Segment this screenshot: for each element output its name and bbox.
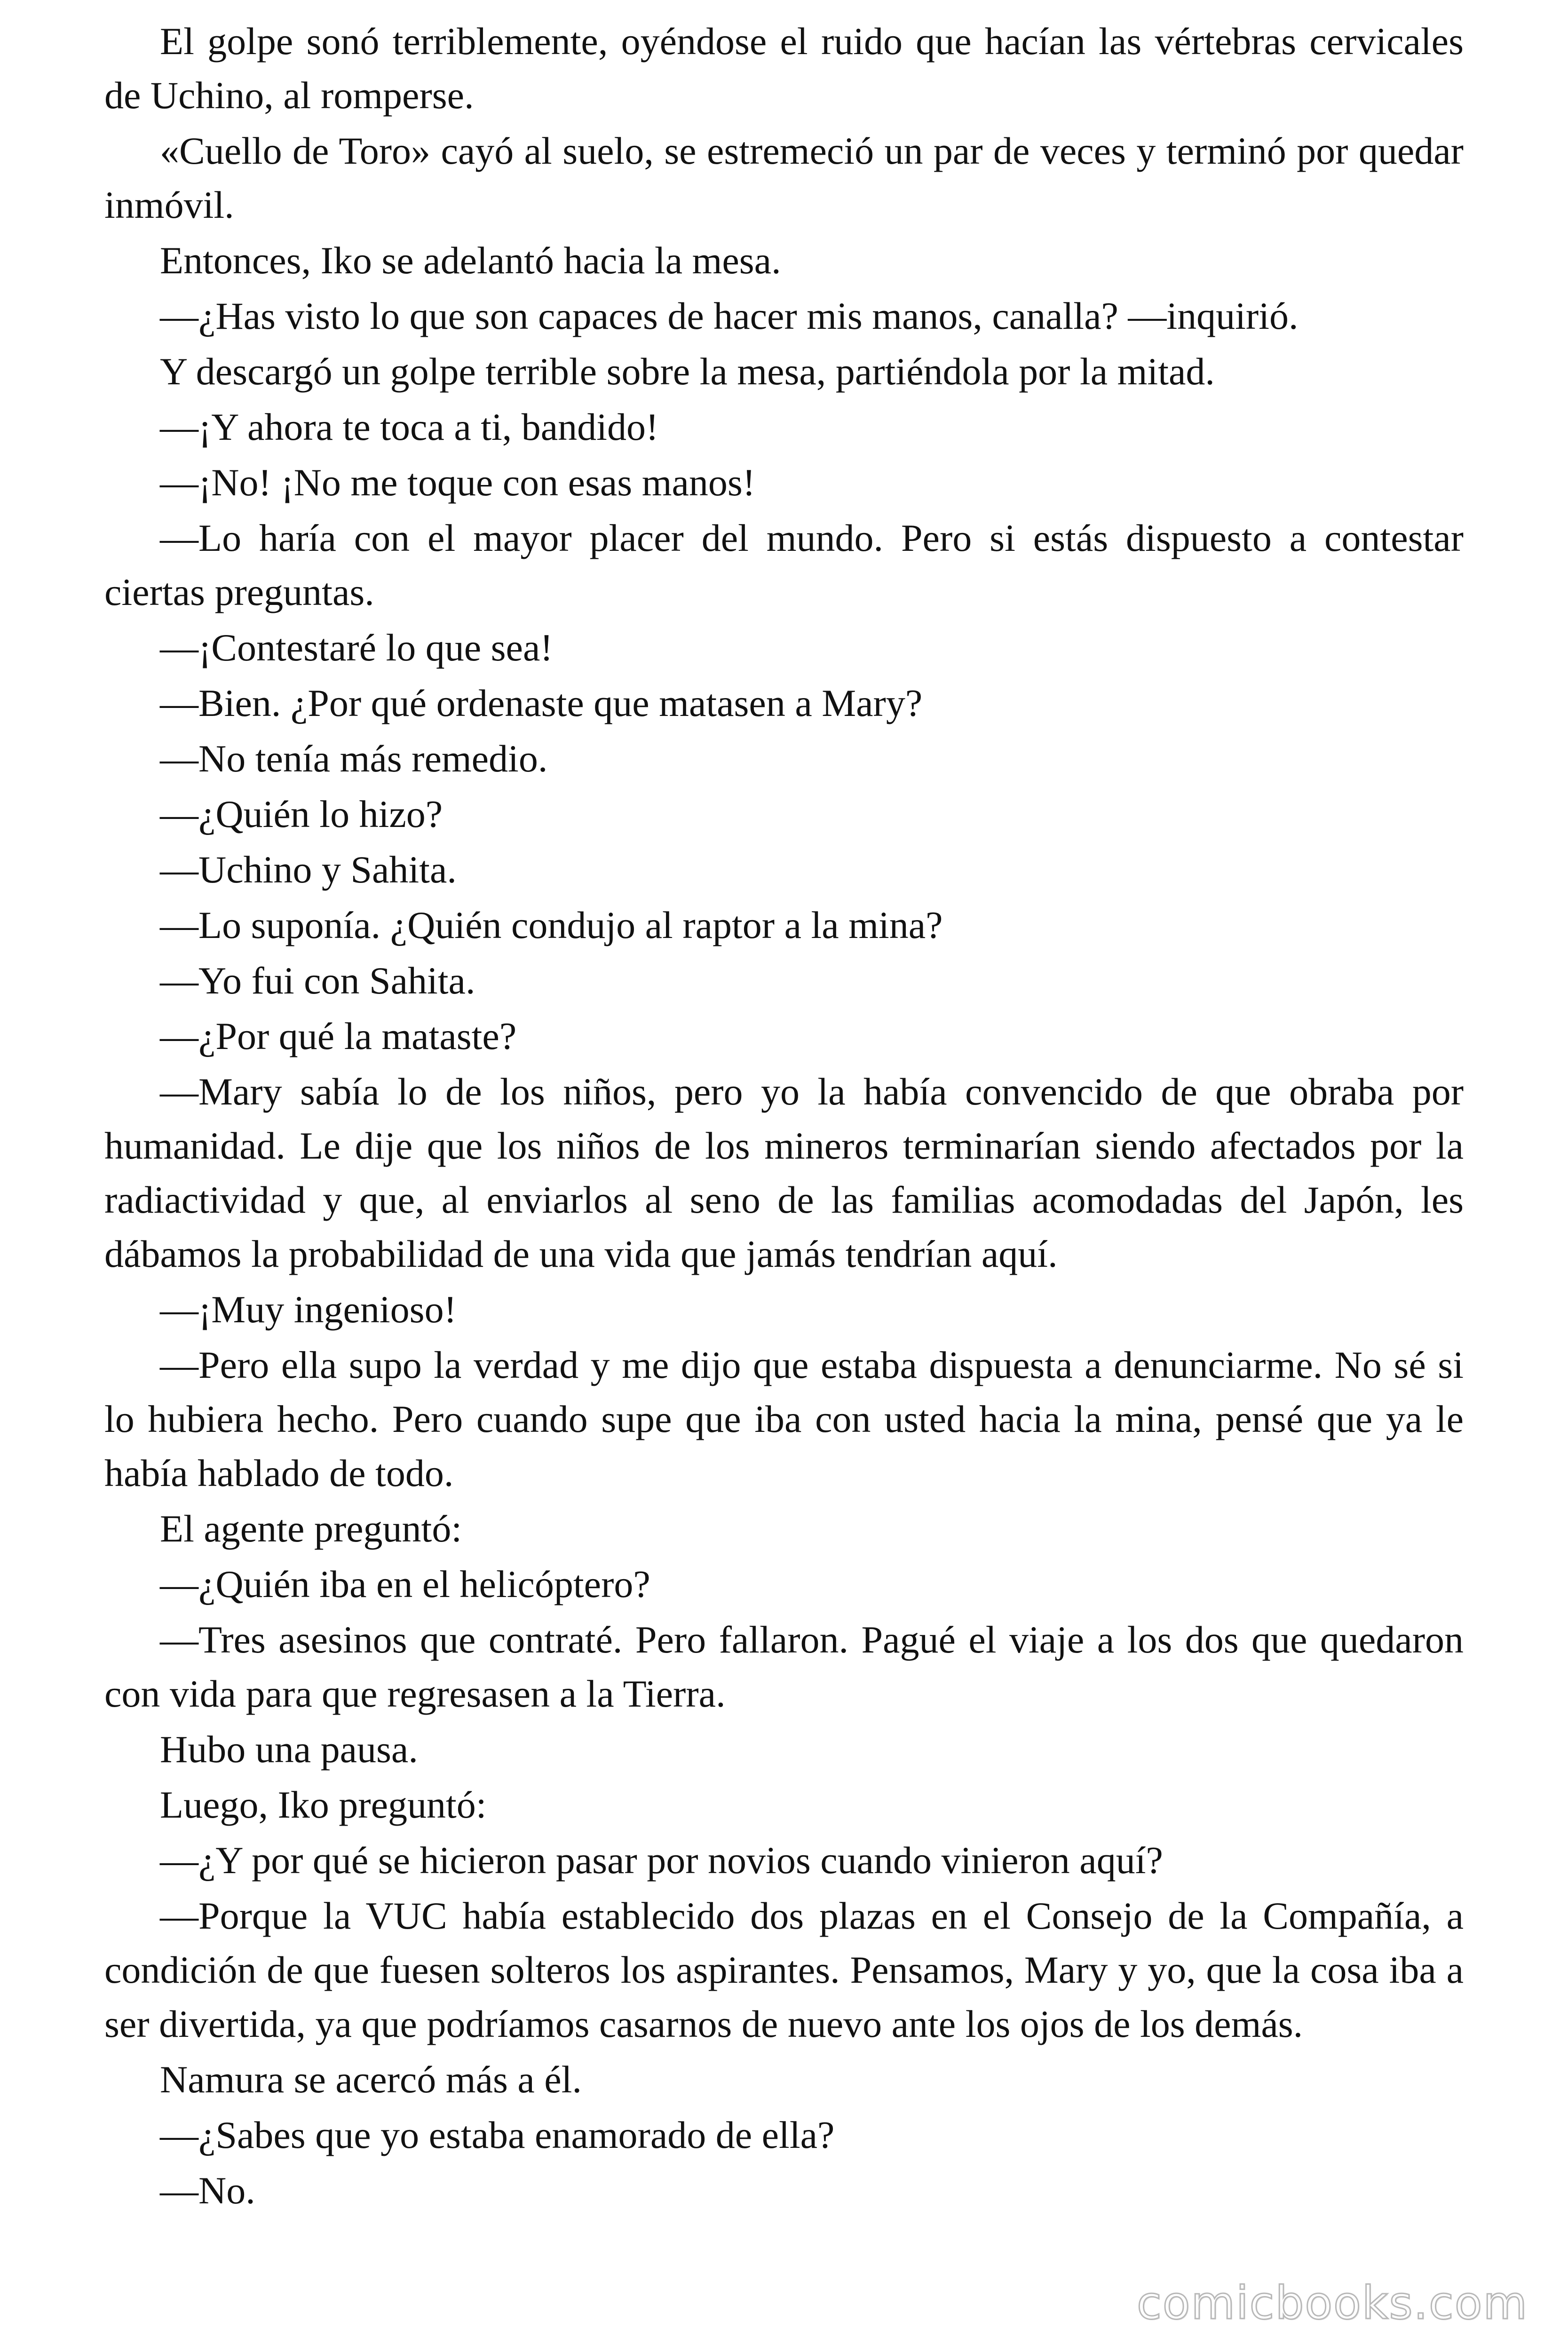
paragraph: El golpe sonó terriblemente, oyéndose el ruido que hacían las vértebras cervicales de Uchino, al romperse. [104, 20, 1464, 117]
paragraph: —Mary sabía lo de los niños, pero yo la había convencido de que obraba por humanidad. Le dije que los niños de los mineros terminarían siendo afectados por la radiactividad y que, al enviarlos al seno de las familias acomodadas del Japón, les dábamos la probabilidad de una vida que jamás tendrían aquí. [104, 1070, 1464, 1275]
paragraph: —No tenía más remedio. [160, 737, 548, 780]
paragraph: —¡No! ¡No me toque con esas manos! [160, 461, 756, 504]
paragraph: —Tres asesinos que contraté. Pero fallaron. Pagué el viaje a los dos que quedaron con vida para que regresasen a la Tierra. [104, 1618, 1464, 1715]
paragraph: Entonces, Iko se adelantó hacia la mesa. [160, 239, 781, 282]
paragraph: —Lo suponía. ¿Quién condujo al raptor a la mina? [160, 904, 943, 946]
paragraph: Hubo una pausa. [160, 1728, 418, 1771]
paragraph: —Yo fui con Sahita. [160, 959, 475, 1002]
paragraph: Y descargó un golpe terrible sobre la mesa, partiéndola por la mitad. [160, 350, 1215, 393]
document-page [104, 14, 1464, 2219]
paragraph: Luego, Iko preguntó: [160, 1783, 487, 1826]
paragraph: —¿Has visto lo que son capaces de hacer mis manos, canalla? —inquirió. [160, 294, 1299, 337]
paragraph: —¡Muy ingenioso! [160, 1288, 457, 1331]
paragraph: Namura se acercó más a él. [160, 2058, 582, 2101]
paragraph: —¿Sabes que yo estaba enamorado de ella? [160, 2114, 835, 2156]
paragraph: —¡Contestaré lo que sea! [160, 626, 553, 669]
paragraph: —Pero ella supo la verdad y me dijo que estaba dispuesta a denunciarme. No sé si lo hubiera hecho. Pero cuando supe que iba con usted hacia la mina, pensé que ya le había hablado de todo. [104, 1343, 1464, 1494]
paragraph: —Lo haría con el mayor placer del mundo. Pero si estás dispuesto a contestar ciertas preguntas. [104, 516, 1464, 613]
paragraph: —Porque la VUC había establecido dos plazas en el Consejo de la Compañía, a condición de que fuesen solteros los aspirantes. Pensamos, Mary y yo, que la cosa iba a ser divertida, ya que podríamos casarnos de nuevo ante los ojos de los demás. [104, 1894, 1464, 2045]
paragraph: El agente preguntó: [160, 1507, 462, 1550]
paragraph: —¿Por qué la mataste? [160, 1015, 517, 1057]
paragraph: —¿Quién iba en el helicóptero? [160, 1563, 650, 1605]
paragraph: —No. [160, 2169, 255, 2212]
paragraph: —Uchino y Sahita. [160, 848, 457, 891]
paragraph: —¡Y ahora te toca a ti, bandido! [160, 405, 659, 448]
paragraph: —¿Y por qué se hicieron pasar por novios cuando vinieron aquí? [160, 1839, 1163, 1882]
paragraph: —Bien. ¿Por qué ordenaste que matasen a Mary? [160, 682, 923, 724]
paragraph: «Cuello de Toro» cayó al suelo, se estremeció un par de veces y terminó por quedar inmóvil. [104, 129, 1464, 226]
paragraph: —¿Quién lo hizo? [160, 793, 443, 835]
watermark: comicbooks.com [1136, 2277, 1528, 2329]
